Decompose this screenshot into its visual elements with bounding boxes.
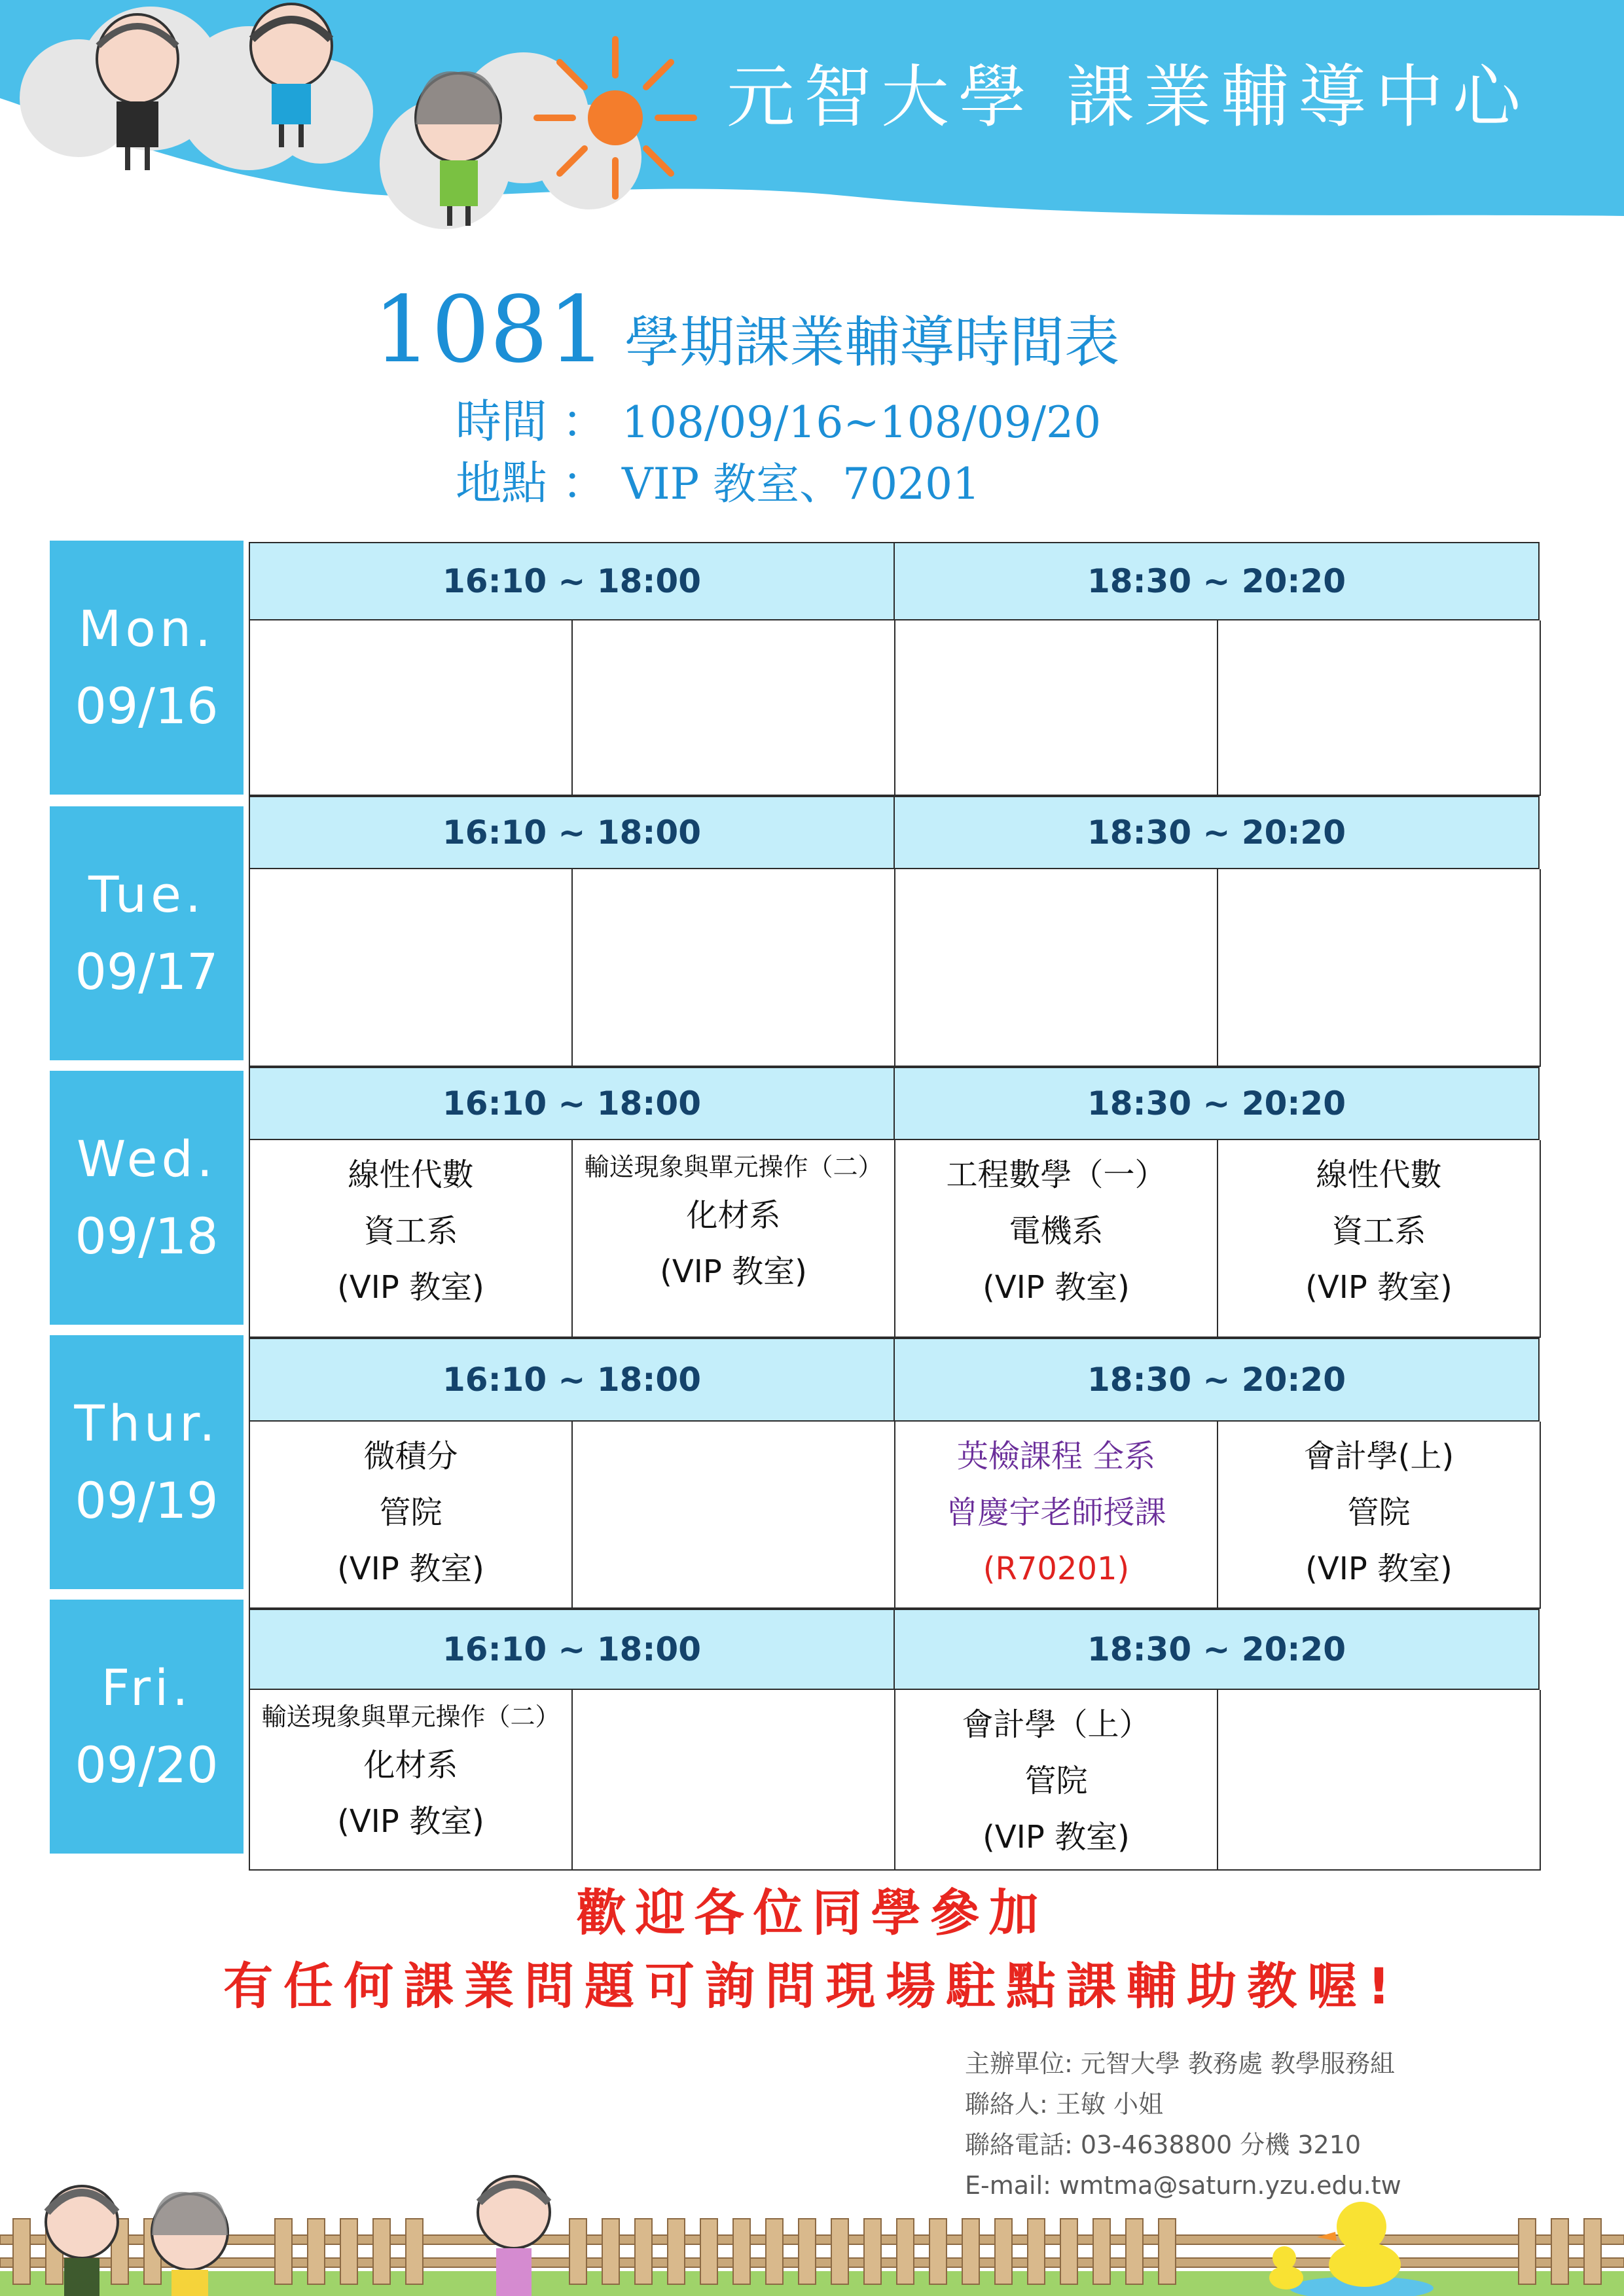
day-name: Fri. [101,1659,192,1717]
room: (VIP 教室) [337,1269,484,1306]
department: 化材系 [686,1197,781,1234]
session-row [249,1422,1541,1609]
course-name: 會計學(上) [1303,1438,1454,1475]
session-cell [894,1140,1218,1338]
department: 管院 [1024,1763,1088,1799]
day-label-tuesday [50,806,244,1060]
time-header-row [249,1609,1541,1690]
day-name: Thur. [74,1394,219,1452]
course-name: 輸送現象與單元操作（二） [261,1702,560,1731]
instructor: 曾慶宇老師授課 [946,1494,1166,1531]
course-name: 英檢課程 全系 [956,1438,1156,1475]
day-date: 09/17 [75,942,219,1001]
title-text: 學期課業輔導時間表 [624,310,1120,374]
room: (VIP 教室) [337,1803,484,1840]
day-date: 09/18 [75,1207,219,1265]
room: (VIP 教室) [983,1269,1130,1306]
room: (VIP 教室) [660,1253,807,1290]
day-name: Wed. [77,1130,217,1188]
day-label-thursday [50,1335,244,1589]
department: 化材系 [363,1747,458,1784]
room: (VIP 教室) [337,1551,484,1587]
session-cell-empty [894,620,1218,796]
session-cell [894,1422,1218,1609]
session-cell-empty [571,1422,895,1609]
contact-person: 聯絡人: 王敏 小姐 [965,2090,1163,2119]
room: (VIP 教室) [1305,1551,1453,1587]
course-name: 工程數學（一） [946,1157,1166,1193]
duck-illustration [1269,2202,1434,2296]
course-name: 線性代數 [1316,1157,1442,1193]
time-header-row [249,542,1541,620]
course-name: 線性代數 [348,1157,474,1193]
department: 資工系 [363,1213,458,1249]
time-value: 108/09/16~108/09/20 [622,397,1102,448]
session-cell [249,1690,573,1871]
fence-illustration [0,2173,1624,2296]
day-label-wednesday [50,1071,244,1325]
session-cell [249,1140,573,1338]
time-slot-afternoon: 16:10 ~ 18:00 [249,1609,895,1690]
schedule-block-thursday [249,1338,1541,1609]
sun-illustration [537,39,694,196]
schedule-block-wednesday [249,1067,1541,1338]
time-slot-afternoon: 16:10 ~ 18:00 [249,1067,895,1140]
schedule-block-friday [249,1609,1541,1871]
department: 管院 [1347,1494,1411,1531]
day-date: 09/20 [75,1736,219,1794]
time-slot-evening: 18:30 ~ 20:20 [893,542,1540,620]
banner-title: 元智大學 課業輔導中心 [727,57,1530,137]
session-cell-empty [1217,620,1541,796]
session-row [249,1140,1541,1338]
welcome-line-2: 有任何課業問題可詢問現場駐點課輔助教喔! [223,1957,1401,2015]
session-cell-empty [571,869,895,1067]
session-cell [571,1140,895,1338]
session-cell [1217,1422,1541,1609]
contact-phone: 聯絡電話: 03-4638800 分機 3210 [965,2130,1362,2159]
time-slot-evening: 18:30 ~ 20:20 [893,1338,1540,1422]
course-name: 會計學（上） [962,1706,1151,1743]
time-header-row [249,796,1541,869]
time-slot-afternoon: 16:10 ~ 18:00 [249,542,895,620]
time-header-row [249,1338,1541,1422]
session-row [249,620,1541,796]
time-label: 時間 [456,395,547,448]
contact-email: E-mail: wmtma@saturn.yzu.edu.tw [965,2171,1401,2200]
header-banner [0,0,1624,236]
department: 資工系 [1331,1213,1426,1249]
place-value: VIP 教室、70201 [622,459,981,509]
room: (VIP 教室) [1305,1269,1453,1306]
room: (VIP 教室) [983,1819,1130,1856]
time-slot-afternoon: 16:10 ~ 18:00 [249,796,895,869]
place-label: 地點 [456,456,547,510]
session-cell-empty [571,1690,895,1871]
session-cell-empty [249,869,573,1067]
session-row [249,869,1541,1067]
session-cell [249,1422,573,1609]
welcome-line-1: 歡迎各位同學參加 [576,1884,1048,1942]
day-name: Tue. [88,865,205,924]
schedule-block-tuesday [249,796,1541,1067]
course-name: 微積分 [363,1438,458,1475]
day-date: 09/16 [75,677,219,735]
department: 管院 [379,1494,442,1531]
department: 電機系 [1009,1213,1104,1249]
page-title [373,277,1120,384]
day-name: Mon. [78,600,215,658]
session-cell-empty [1217,869,1541,1067]
schedule-block-monday [249,542,1541,796]
time-slot-afternoon: 16:10 ~ 18:00 [249,1338,895,1422]
session-cell [894,1690,1218,1871]
semester-number: 1081 [373,277,607,384]
day-label-monday [50,541,244,795]
colon: ： [562,456,607,510]
time-info [456,390,1101,453]
course-name: 輸送現象與單元操作（二） [584,1153,883,1181]
place-info [456,452,980,514]
colon: ： [562,395,607,448]
time-slot-evening: 18:30 ~ 20:20 [893,1609,1540,1690]
session-cell-empty [894,869,1218,1067]
session-cell-empty [1217,1690,1541,1871]
day-label-friday [50,1600,244,1854]
room: (R70201) [983,1551,1130,1587]
time-slot-evening: 18:30 ~ 20:20 [893,796,1540,869]
time-header-row [249,1067,1541,1140]
time-slot-evening: 18:30 ~ 20:20 [893,1067,1540,1140]
session-cell [1217,1140,1541,1338]
day-date: 09/19 [75,1471,219,1530]
session-cell-empty [571,620,895,796]
organizer: 主辦單位: 元智大學 教務處 教學服務組 [965,2049,1396,2078]
session-row [249,1690,1541,1871]
session-cell-empty [249,620,573,796]
